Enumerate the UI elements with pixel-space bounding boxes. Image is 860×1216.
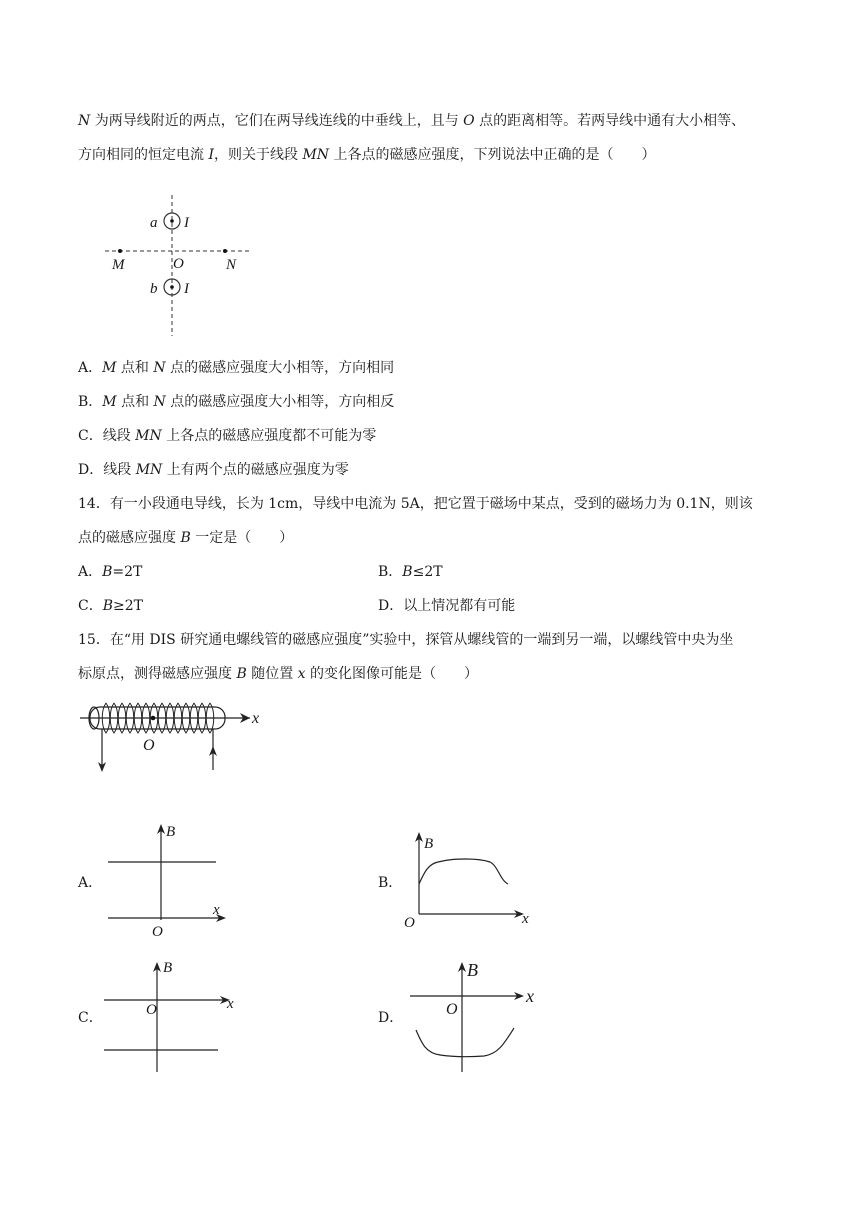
graph-a-label: A． xyxy=(78,875,103,891)
graph-b-o-label: O xyxy=(404,915,415,931)
graph-b-b-label: B xyxy=(424,836,434,852)
solenoid-figure xyxy=(80,696,280,774)
q13-intro-line1: N 为两导线附近的两点，它们在两导线连线的中垂线上，且与 O 点的距离相等。若两导线中通有大小相等、 xyxy=(78,113,746,129)
solenoid-o-label: O xyxy=(143,737,155,754)
graph-a xyxy=(100,820,240,940)
graph-a-b-label: B xyxy=(166,824,176,840)
label-o: O xyxy=(173,256,184,272)
q14-option-b: B．B≤2T xyxy=(378,564,443,580)
q13-option-a: A．M 点和 N 点的磁感应强度大小相等，方向相同 xyxy=(78,360,395,376)
q14-option-d: D．以上情况都有可能 xyxy=(378,598,516,614)
graph-d-label: D． xyxy=(378,1010,404,1026)
point-m-dot xyxy=(118,249,122,253)
q14-stem-line2: 点的磁感应强度 B 一定是（ ） xyxy=(78,530,294,546)
q13-wires-figure xyxy=(100,190,260,340)
graph-c-b-label: B xyxy=(163,960,173,976)
label-n: N xyxy=(226,257,237,273)
graph-d-b-label: B xyxy=(467,960,478,980)
label-a: a xyxy=(150,215,158,231)
graph-d xyxy=(400,956,545,1076)
q13-option-d: D．线段 MN 上有两个点的磁感应强度为零 xyxy=(78,462,349,478)
graph-d-o-label: O xyxy=(446,1001,458,1018)
q13-intro-line2: 方向相同的恒定电流 I，则关于线段 MN 上各点的磁感应强度，下列说法中正确的是（ ） xyxy=(78,147,656,163)
label-i-top: I xyxy=(184,215,189,231)
q13-option-c: C．线段 MN 上各点的磁感应强度都不可能为零 xyxy=(78,428,377,444)
graph-d-curve xyxy=(416,1028,514,1057)
wire-b-dot xyxy=(170,285,174,289)
q14-option-a: A．B=2T xyxy=(78,564,143,580)
solenoid-x-label: x xyxy=(252,710,260,727)
graph-d-x-label: x xyxy=(526,986,534,1006)
point-n-dot xyxy=(223,249,227,253)
graph-c-x-label: x xyxy=(227,996,234,1012)
graph-a-o-label: O xyxy=(152,924,163,940)
label-i-bottom: I xyxy=(184,281,189,297)
q14-option-c: C．B≥2T xyxy=(78,598,143,614)
solenoid-origin-dot xyxy=(151,716,156,721)
graph-c-label: C． xyxy=(78,1010,103,1026)
label-m: M xyxy=(112,257,125,273)
graph-b xyxy=(400,828,540,938)
graph-b-curve xyxy=(419,859,508,884)
label-b: b xyxy=(150,281,158,297)
q15-stem-line1: 15．在“用 DIS 研究通电螺线管的磁感应强度”实验中，探管从螺线管的一端到另一端，以螺线管中央为坐 xyxy=(78,632,734,648)
q14-stem-line1: 14．有一小段通电导线，长为 1cm，导线中电流为 5A，把它置于磁场中某点，受到的磁场力为 0.1N，则该 xyxy=(78,496,753,512)
q15-stem-line2: 标原点，测得磁感应强度 B 随位置 x 的变化图像可能是（ ） xyxy=(78,666,479,682)
q13-option-b: B．M 点和 N 点的磁感应强度大小相等，方向相反 xyxy=(78,394,395,410)
graph-b-label: B． xyxy=(378,875,403,891)
graph-b-x-label: x xyxy=(522,911,529,927)
graph-a-x-label: x xyxy=(213,902,220,918)
graph-c-o-label: O xyxy=(146,1002,157,1018)
wire-a-dot xyxy=(170,219,174,223)
graph-c xyxy=(100,956,240,1076)
